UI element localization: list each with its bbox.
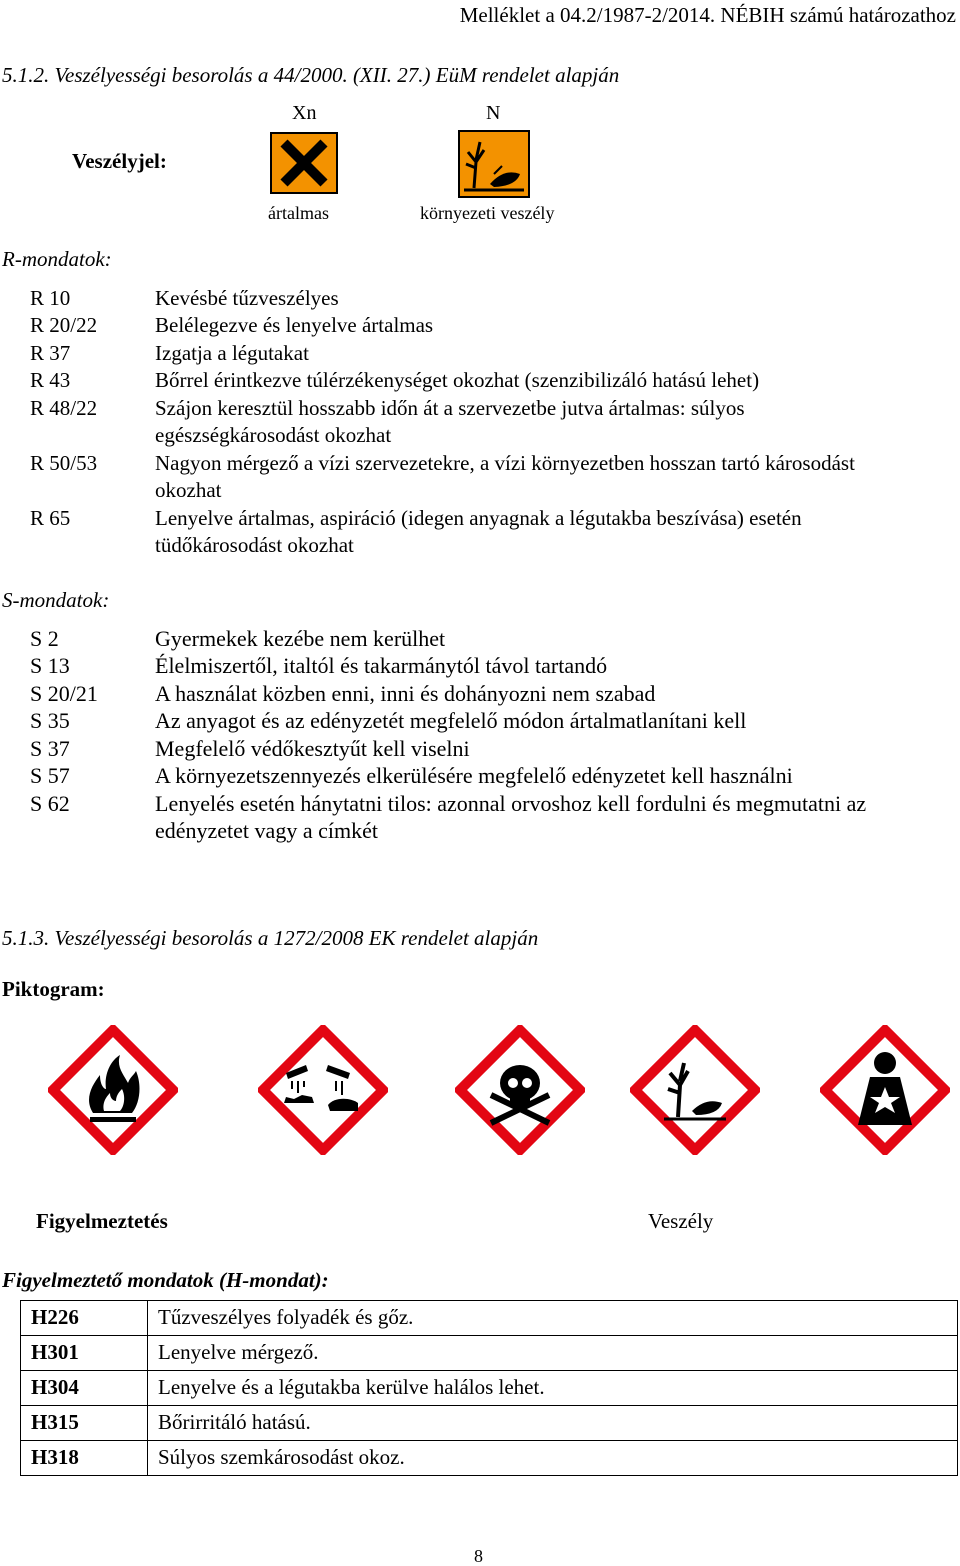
s-phrases-list [0, 625, 960, 855]
r-text: Kevésbé tűzveszélyes [155, 286, 339, 310]
h-statements-heading: Figyelmeztető mondatok (H-mondat): [2, 1268, 329, 1292]
page-number: 8 [474, 1546, 483, 1566]
r-phrases-list [0, 285, 960, 565]
h-text: Tűzveszélyes folyadék és gőz. [148, 1301, 958, 1336]
table-row [21, 1406, 958, 1441]
r-code: R 20/22 [30, 313, 98, 337]
r-text: Bőrrel érintkezve túlérzékenységet okozhat (szenzibilizáló hatású lehet) [155, 368, 760, 392]
skull-crossbones-icon [455, 1025, 585, 1155]
r-code: R 65 [30, 506, 71, 530]
s-code: S 2 [30, 626, 59, 651]
h-code: H304 [21, 1371, 148, 1406]
r-code: R 48/22 [30, 396, 98, 420]
symbol-caption-xn: ártalmas [268, 203, 329, 223]
environment-icon [630, 1025, 760, 1155]
symbol-code-n: N [486, 102, 501, 124]
r-text: Lenyelve ártalmas, aspiráció (idegen anyagnak a légutakba beszívása) esetén tüdőkárosodást okozhat [155, 506, 802, 558]
r-text: Belélegezve és lenyelve ártalmas [155, 313, 434, 337]
section-512-title: 5.1.2. Veszélyességi besorolás a 44/2000. (XII. 27.) EüM rendelet alapján [2, 63, 620, 87]
section-513-title: 5.1.3. Veszélyességi besorolás a 1272/2008 EK rendelet alapján [2, 926, 539, 950]
s-code: S 35 [30, 708, 70, 733]
s-text: A környezetszennyezés elkerülésére megfelelő edényzetet kell használni [155, 763, 793, 788]
h-statements-table [20, 1300, 958, 1476]
h-text: Lenyelve mérgező. [148, 1336, 958, 1371]
r-text: Nagyon mérgező a vízi szervezetekre, a vízi környezetben hosszan tartó károsodást okozhat [155, 451, 855, 503]
s-text: Lenyelés esetén hánytatni tilos: azonnal orvoshoz kell fordulni és megmutatni az edényzetet vagy a címkét [155, 791, 867, 844]
flame-icon [48, 1025, 178, 1155]
s-text: Gyermekek kezébe nem kerülhet [155, 626, 446, 651]
h-text: Súlyos szemkárosodást okoz. [148, 1441, 958, 1476]
s-code: S 13 [30, 653, 70, 678]
r-phrases-heading: R-mondatok: [2, 247, 112, 271]
signal-word-warning: Figyelmeztetés [36, 1209, 168, 1233]
r-text: Izgatja a légutakat [155, 341, 309, 365]
pictogram-label: Piktogram: [2, 977, 105, 1001]
h-code: H301 [21, 1336, 148, 1371]
h-code: H318 [21, 1441, 148, 1476]
r-code: R 10 [30, 286, 71, 310]
h-code: H226 [21, 1301, 148, 1336]
s-code: S 57 [30, 763, 70, 788]
s-phrases-heading: S-mondatok: [2, 588, 110, 612]
health-hazard-icon [820, 1025, 950, 1155]
environment-hazard-icon [458, 130, 530, 198]
signal-word-danger: Veszély [648, 1209, 714, 1233]
corrosion-icon [258, 1025, 388, 1155]
s-code: S 37 [30, 736, 70, 761]
h-text: Bőrirritáló hatású. [148, 1406, 958, 1441]
s-code: S 62 [30, 791, 70, 816]
h-code: H315 [21, 1406, 148, 1441]
h-text: Lenyelve és a légutakba kerülve halálos lehet. [148, 1371, 958, 1406]
r-code: R 50/53 [30, 451, 98, 475]
s-text: Megfelelő védőkesztyűt kell viselni [155, 736, 470, 761]
harmful-x-icon [270, 132, 338, 194]
hazard-symbol-label: Veszélyjel: [72, 149, 167, 173]
symbol-code-xn: Xn [292, 102, 317, 124]
r-code: R 37 [30, 341, 71, 365]
table-row [21, 1371, 958, 1406]
r-text: Szájon keresztül hosszabb időn át a szervezetbe jutva ártalmas: súlyos egészségkárosodást okozhat [155, 396, 745, 448]
s-text: A használat közben enni, inni és dohányozni nem szabad [155, 681, 656, 706]
table-row [21, 1336, 958, 1371]
s-code: S 20/21 [30, 681, 98, 706]
table-row [21, 1301, 958, 1336]
document-reference: Melléklet a 04.2/1987-2/2014. NÉBIH számú határozathoz [459, 3, 956, 27]
symbol-caption-n: környezeti veszély [420, 203, 555, 223]
s-text: Élelmiszertől, italtól és takarmánytól távol tartandó [155, 653, 608, 678]
s-text: Az anyagot és az edényzetét megfelelő módon ártalmatlanítani kell [155, 708, 747, 733]
table-row [21, 1441, 958, 1476]
r-code: R 43 [30, 368, 71, 392]
